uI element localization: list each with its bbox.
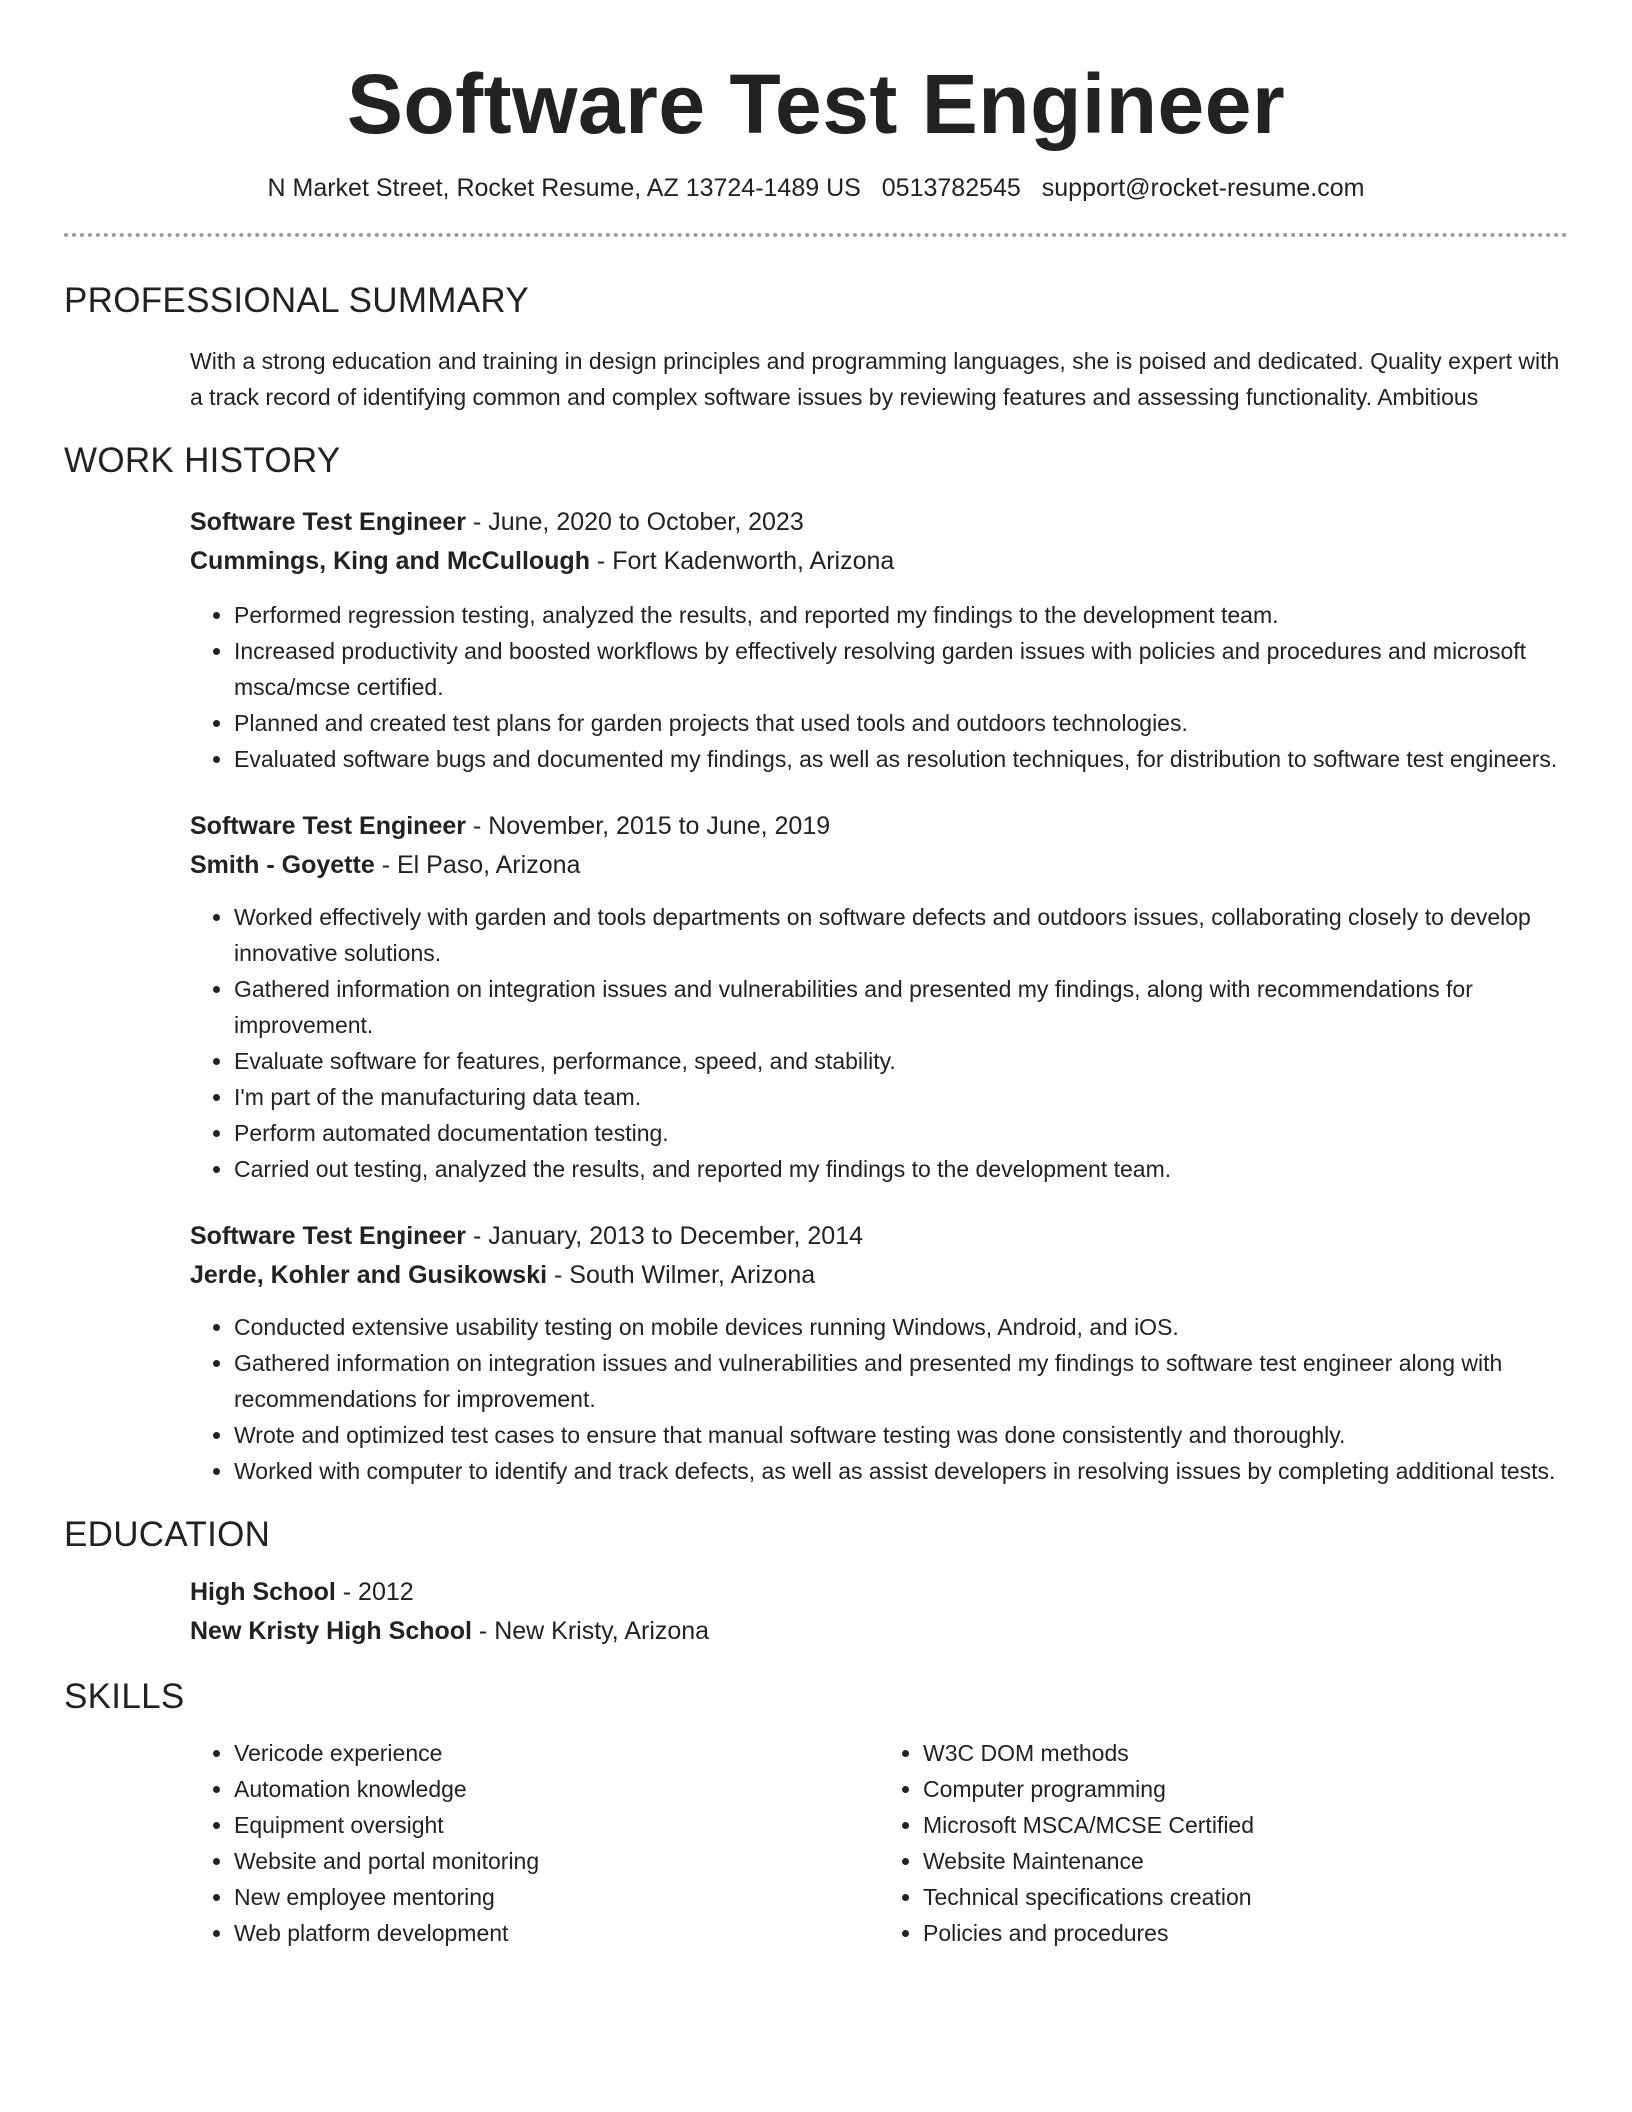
job-location: - South Wilmer, Arizona bbox=[547, 1261, 816, 1289]
job-bullet: • Increased productivity and boosted workflows by effectively resolving garden issues with policies and procedures and microsoft msca/mcse certified. bbox=[234, 633, 1568, 705]
job-company-line bbox=[190, 1256, 1568, 1295]
job-entry bbox=[190, 1217, 1568, 1489]
job-bullet: • Planned and created test plans for garden projects that used tools and outdoors technologies. bbox=[234, 705, 1568, 741]
job-bullet: • Performed regression testing, analyzed the results, and reported my findings to the development team. bbox=[234, 597, 1568, 633]
education-heading: EDUCATION bbox=[64, 1515, 271, 1554]
skill-item: • Technical specifications creation bbox=[923, 1879, 1568, 1915]
skill-item: • Computer programming bbox=[923, 1771, 1568, 1807]
contact-email: support@rocket-resume.com bbox=[1041, 174, 1365, 202]
header-divider bbox=[64, 233, 1568, 237]
skills-column-left bbox=[190, 1735, 879, 1951]
education-entry bbox=[190, 1573, 1568, 1651]
job-company: Smith - Goyette bbox=[190, 851, 375, 879]
job-title-line bbox=[190, 503, 1568, 542]
job-entry bbox=[190, 807, 1568, 1187]
job-title-line bbox=[190, 1217, 1568, 1256]
job-bullet: • Evaluate software for features, performance, speed, and stability. bbox=[234, 1043, 1568, 1079]
job-dates: - June, 2020 to October, 2023 bbox=[466, 508, 804, 536]
job-title: Software Test Engineer bbox=[190, 812, 466, 840]
job-bullet: • Evaluated software bugs and documented my findings, as well as resolution techniques, for distribution to software test engineers. bbox=[234, 741, 1568, 777]
job-bullet: • Perform automated documentation testing. bbox=[234, 1115, 1568, 1151]
job-bullet: • Gathered information on integration issues and vulnerabilities and presented my findings, along with recommendations for improvement. bbox=[234, 971, 1568, 1043]
skills-list bbox=[190, 1735, 1568, 1951]
job-company-line bbox=[190, 846, 1568, 885]
contact-phone: 0513782545 bbox=[881, 174, 1021, 202]
job-dates: - November, 2015 to June, 2019 bbox=[466, 812, 831, 840]
job-bullet: • Worked effectively with garden and tools departments on software defects and outdoors issues, collaborating closely to develop innovative solutions. bbox=[234, 899, 1568, 971]
job-location: - El Paso, Arizona bbox=[374, 851, 581, 879]
job-title-line bbox=[190, 807, 1568, 846]
contact-line bbox=[64, 174, 1568, 203]
skill-item: • Policies and procedures bbox=[923, 1915, 1568, 1951]
skills-heading: SKILLS bbox=[64, 1677, 185, 1716]
job-company-line bbox=[190, 542, 1568, 581]
job-bullet: • Gathered information on integration issues and vulnerabilities and presented my findings to software test engineer along with recommendations for improvement. bbox=[234, 1345, 1568, 1417]
summary-heading: PROFESSIONAL SUMMARY bbox=[64, 281, 529, 320]
job-bullet: • Carried out testing, analyzed the results, and reported my findings to the development team. bbox=[234, 1151, 1568, 1187]
education-location: - New Kristy, Arizona bbox=[471, 1617, 710, 1645]
job-company: Jerde, Kohler and Gusikowski bbox=[190, 1261, 548, 1289]
skill-item: • Website Maintenance bbox=[923, 1843, 1568, 1879]
skill-item: • Automation knowledge bbox=[234, 1771, 879, 1807]
job-bullets bbox=[190, 1309, 1568, 1489]
job-title: Software Test Engineer bbox=[190, 508, 466, 536]
resume-title: Software Test Engineer bbox=[346, 57, 1286, 151]
skill-item: • Website and portal monitoring bbox=[234, 1843, 879, 1879]
skill-item: • Vericode experience bbox=[234, 1735, 879, 1771]
skill-item: • Microsoft MSCA/MCSE Certified bbox=[923, 1807, 1568, 1843]
education-degree-line bbox=[190, 1573, 1568, 1612]
job-entry bbox=[190, 503, 1568, 777]
job-bullet: • I'm part of the manufacturing data team. bbox=[234, 1079, 1568, 1115]
job-title: Software Test Engineer bbox=[190, 1222, 466, 1250]
job-company: Cummings, King and McCullough bbox=[190, 547, 590, 575]
job-bullets bbox=[190, 597, 1568, 777]
skill-item: • Equipment oversight bbox=[234, 1807, 879, 1843]
education-school-line bbox=[190, 1612, 1568, 1651]
job-dates: - January, 2013 to December, 2014 bbox=[466, 1222, 863, 1250]
skill-item: • W3C DOM methods bbox=[923, 1735, 1568, 1771]
skill-item: • Web platform development bbox=[234, 1915, 879, 1951]
education-school: New Kristy High School bbox=[190, 1617, 472, 1645]
resume-page bbox=[64, 0, 1568, 1951]
job-bullet: • Worked with computer to identify and track defects, as well as assist developers in resolving issues by completing additional tests. bbox=[234, 1453, 1568, 1489]
job-location: - Fort Kadenworth, Arizona bbox=[589, 547, 895, 575]
skill-item: • New employee mentoring bbox=[234, 1879, 879, 1915]
job-bullet: • Conducted extensive usability testing on mobile devices running Windows, Android, and iOS. bbox=[234, 1309, 1568, 1345]
job-bullet: • Wrote and optimized test cases to ensure that manual software testing was done consistently and thoroughly. bbox=[234, 1417, 1568, 1453]
contact-address: N Market Street, Rocket Resume, AZ 13724-1489 US bbox=[267, 174, 861, 202]
skills-column-right bbox=[879, 1735, 1568, 1951]
job-bullets bbox=[190, 899, 1568, 1187]
work-history-heading: WORK HISTORY bbox=[64, 441, 341, 480]
education-year: - 2012 bbox=[335, 1578, 414, 1606]
summary-text: With a strong education and training in design principles and programming languages, she is poised and dedicated. Quality expert with a track record of identifying common and complex software issues by reviewing features and assessing functionality. Ambitious bbox=[190, 348, 1560, 410]
education-degree: High School bbox=[190, 1578, 336, 1606]
